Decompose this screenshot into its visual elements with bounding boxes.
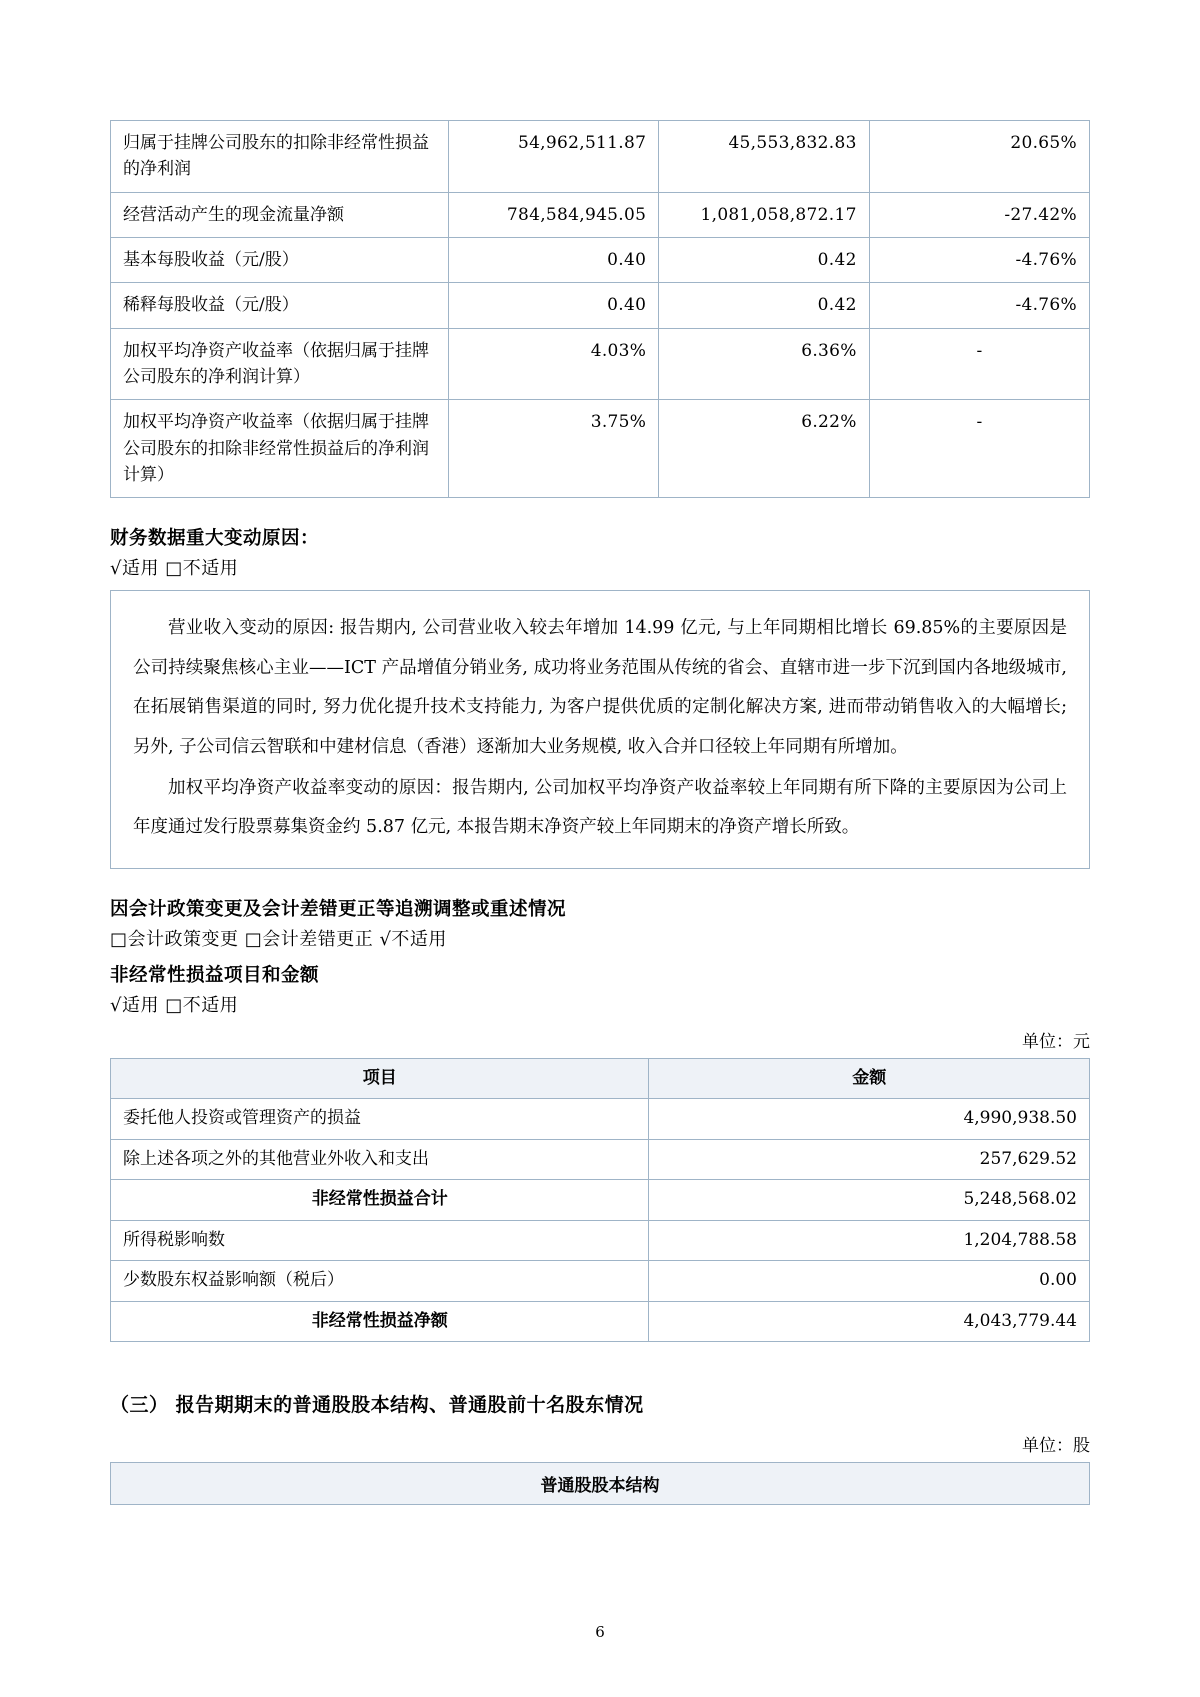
nonrecurring-applicability: √适用 □不适用 — [110, 994, 239, 1016]
reason-applicability: √适用 □不适用 — [110, 558, 239, 580]
row-change-value: -4.76% — [869, 238, 1089, 283]
financial-indicators-table — [110, 120, 1090, 498]
table-row — [111, 1220, 1090, 1261]
table-row — [111, 328, 1090, 400]
row-change-value: 20.65% — [869, 121, 1089, 193]
share-structure-section-title: （三） 报告期期末的普通股股本结构、普通股前十名股东情况 — [110, 1394, 644, 1417]
nonrecurring-item-net: 非经常性损益净额 — [111, 1301, 649, 1342]
row-current-value: 784,584,945.05 — [448, 192, 658, 237]
row-change-value: - — [869, 328, 1089, 400]
row-previous-value: 0.42 — [659, 283, 869, 328]
table-header-row — [111, 1058, 1090, 1099]
row-previous-value: 6.36% — [659, 328, 869, 400]
row-previous-value: 6.22% — [659, 400, 869, 498]
nonrecurring-item: 所得税影响数 — [111, 1220, 649, 1261]
page-number: 6 — [595, 1623, 605, 1641]
table-row — [111, 1139, 1090, 1180]
row-change-value: -4.76% — [869, 283, 1089, 328]
row-label: 归属于挂牌公司股东的扣除非经常性损益的净利润 — [111, 121, 449, 193]
nonrecurring-amount: 257,629.52 — [649, 1139, 1090, 1180]
row-change-value: -27.42% — [869, 192, 1089, 237]
row-current-value: 3.75% — [448, 400, 658, 498]
row-previous-value: 1,081,058,872.17 — [659, 192, 869, 237]
nonrecurring-unit: 单位：元 — [1022, 1031, 1090, 1052]
row-label: 经营活动产生的现金流量净额 — [111, 192, 449, 237]
row-current-value: 0.40 — [448, 238, 658, 283]
table-row — [111, 121, 1090, 193]
share-structure-table-header: 普通股股本结构 — [110, 1462, 1090, 1505]
row-label: 基本每股收益（元/股） — [111, 238, 449, 283]
row-current-value: 54,962,511.87 — [448, 121, 658, 193]
table-row — [111, 1301, 1090, 1342]
row-label: 稀释每股收益（元/股） — [111, 283, 449, 328]
nonrecurring-amount: 5,248,568.02 — [649, 1180, 1090, 1221]
row-previous-value: 45,553,832.83 — [659, 121, 869, 193]
nonrecurring-amount: 4,043,779.44 — [649, 1301, 1090, 1342]
table-row — [111, 283, 1090, 328]
share-structure-unit: 单位：股 — [1022, 1436, 1090, 1457]
nonrecurring-amount: 1,204,788.58 — [649, 1220, 1090, 1261]
row-label: 加权平均净资产收益率（依据归属于挂牌公司股东的扣除非经常性损益后的净利润计算） — [111, 400, 449, 498]
row-label: 加权平均净资产收益率（依据归属于挂牌公司股东的净利润计算） — [111, 328, 449, 400]
row-current-value: 4.03% — [448, 328, 658, 400]
retrospective-options: □会计政策变更 □会计差错更正 √不适用 — [110, 928, 447, 950]
nonrecurring-item-total: 非经常性损益合计 — [111, 1180, 649, 1221]
nonrecurring-item: 委托他人投资或管理资产的损益 — [111, 1099, 649, 1140]
nonrecurring-item: 除上述各项之外的其他营业外收入和支出 — [111, 1139, 649, 1180]
table-row — [111, 400, 1090, 498]
retrospective-heading: 因会计政策变更及会计差错更正等追溯调整或重述情况 — [110, 898, 567, 920]
nonrecurring-item: 少数股东权益影响额（税后） — [111, 1261, 649, 1302]
table-row — [111, 1099, 1090, 1140]
table-row — [111, 192, 1090, 237]
column-header-item: 项目 — [111, 1058, 649, 1099]
reason-paragraph-revenue: 营业收入变动的原因: 报告期内, 公司营业收入较去年增加 14.99 亿元, 与上年同期相比增长 69.85%的主要原因是公司持续聚焦核心主业——ICT 产品增值分销业务, 成功将业务范围从传统的省会、直辖市进一步下沉到国内各地级城市, 在拓展销售渠道的同时, 努力优化提升技术支持能力, 为客户提供优质的定制化解决方案, 进而带动销售收入的大幅增长; 另外, 子公司信云智联和中建材信息（香港）逐渐加大业务规模, 收入合并口径较上年同期有所增加。 — [133, 618, 1067, 757]
nonrecurring-amount: 4,990,938.50 — [649, 1099, 1090, 1140]
nonrecurring-heading: 非经常性损益项目和金额 — [110, 964, 320, 986]
row-change-value: - — [869, 400, 1089, 498]
table-row — [111, 238, 1090, 283]
table-row — [111, 1261, 1090, 1302]
row-previous-value: 0.42 — [659, 238, 869, 283]
nonrecurring-table — [110, 1058, 1090, 1343]
table-row — [111, 1180, 1090, 1221]
reason-heading: 财务数据重大变动原因： — [110, 528, 320, 550]
column-header-amount: 金额 — [649, 1058, 1090, 1099]
row-current-value: 0.40 — [448, 283, 658, 328]
nonrecurring-amount: 0.00 — [649, 1261, 1090, 1302]
reason-paragraph-roe: 加权平均净资产收益率变动的原因：报告期内, 公司加权平均净资产收益率较上年同期有所下降的主要原因为公司上年度通过发行股票募集资金约 5.87 亿元, 本报告期末净资产较上年同期末的净资产增长所致。 — [133, 777, 1067, 838]
reason-box — [110, 590, 1090, 868]
